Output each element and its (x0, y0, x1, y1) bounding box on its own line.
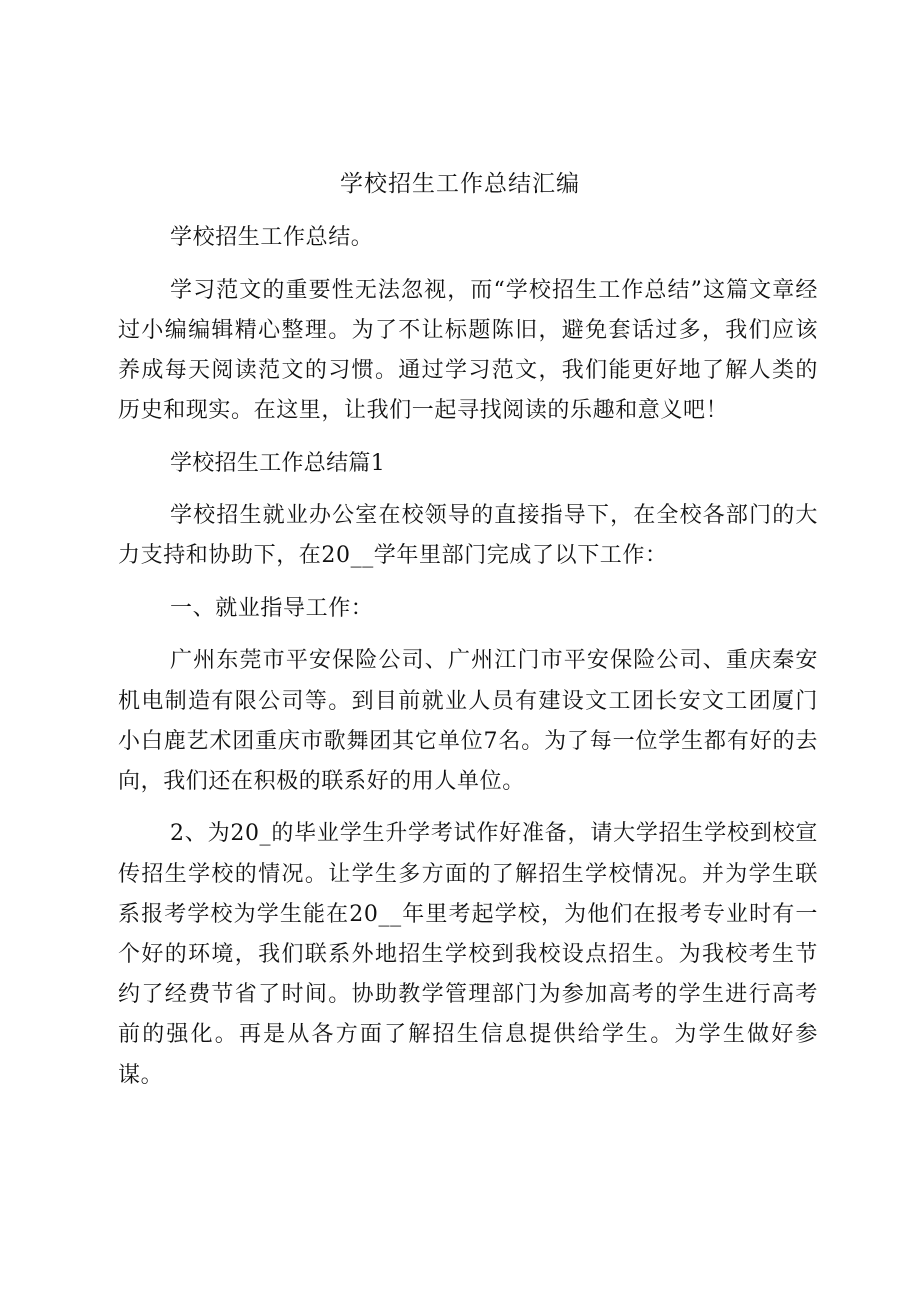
intro-paragraph: 学习范文的重要性无法忽视，而“学校招生工作总结”这篇文章经过小编编辑精心整理。为了不让标题陈旧，避免套话过多，我们应该养成每天阅读范文的习惯。通过学习范文，我们能更好地了解人类的历史和现实。在这里，让我们一起寻找阅读的乐趣和意义吧！ (118, 277, 818, 424)
admission-paragraph: 2、为20_的毕业学生升学考试作好准备，请大学招生学校到校宣传招生学校的情况。让学生多方面的了解招生学校情况。并为学生联系报考学校为学生能在20__年里考起学校，为他们在报考专业时有一个好的环境，我们联系外地招生学校到我校设点招生。为我校考生节约了经费节省了时间。协助教学管理部门为参加高考的学生进行高考前的强化。再是从各方面了解招生信息提供给学生。为学生做好参谋。 (118, 821, 818, 1088)
intro-heading: 学校招生工作总结。 (170, 225, 374, 250)
subsection-heading: 一、就业指导工作： (170, 595, 374, 621)
section-heading: 学校招生工作总结篇1 (170, 450, 385, 476)
document-body (118, 218, 818, 1108)
employment-paragraph: 广州东莞市平安保险公司、广州江门市平安保险公司、重庆秦安机电制造有限公司等。到目前就业人员有建设文工团长安文工团厦门小白鹿艺术团重庆市歌舞团其它单位7名。为了每一位学生都有好的去向，我们还在积极的联系好的用人单位。 (118, 648, 818, 794)
overview-paragraph: 学校招生就业办公室在校领导的直接指导下，在全校各部门的大力支持和协助下，在20__学年里部门完成了以下工作： (118, 503, 818, 569)
document-title: 学校招生工作总结汇编 (340, 171, 580, 197)
